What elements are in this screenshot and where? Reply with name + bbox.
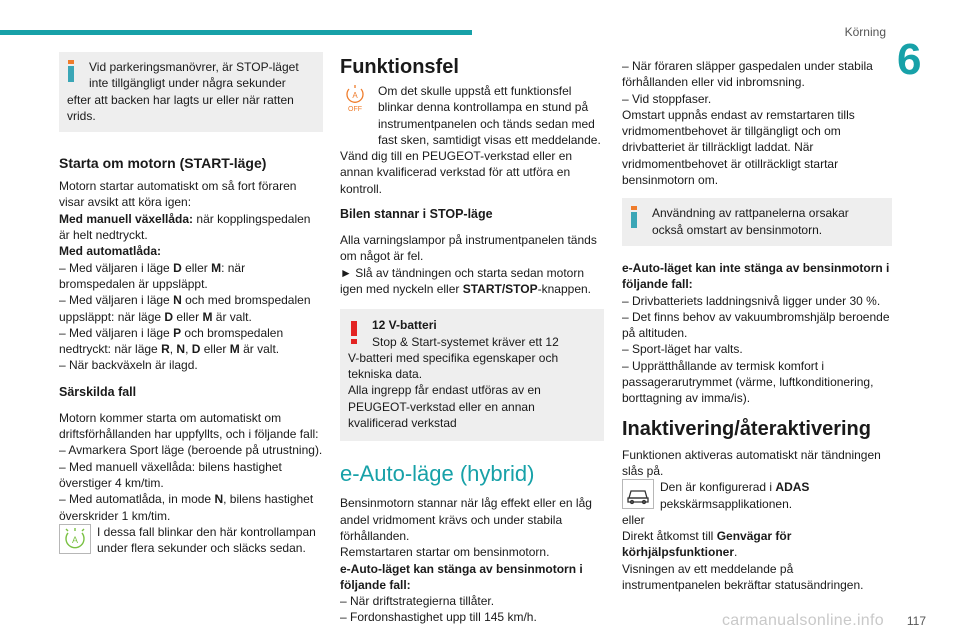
info-icon	[67, 60, 75, 82]
stop-start-off-lamp-icon	[340, 83, 372, 113]
stop-start-green-lamp-icon	[59, 524, 91, 554]
fault-heading: Funktionsfel	[340, 56, 459, 78]
engine-stop-text: Alla varningslampor på instrumentpanelen tänds om något är fel.	[340, 233, 597, 264]
info-icon	[630, 206, 638, 228]
special-item-1: – Avmarkera Sport läge (beroende på utrustning).	[59, 443, 323, 458]
chapter-number: 6	[897, 35, 922, 84]
engine-stop-action: ► Slå av tändningen och starta sedan motorn igen med nyckeln eller START/STOP-knappen.	[340, 265, 592, 296]
adas-line	[622, 479, 892, 512]
auto-item-1: – Med väljaren i läge D eller M: när bromspedalen är uppsläppt.	[59, 260, 246, 291]
info-note-rest: efter att backen har lagts ur eller när ratten vrids.	[67, 92, 294, 123]
lamp-text: I dessa fall blinkar den här kontrollampan under flera sekunder och släcks sedan.	[97, 524, 316, 556]
shortcut-text: Direkt åtkomst till Genvägar för körhjälpsfunktioner.	[622, 529, 792, 560]
svg-text:OFF: OFF	[348, 106, 362, 113]
engine-stop-heading: Bilen stannar i STOP-läge	[340, 207, 493, 222]
or-text: eller	[622, 512, 645, 527]
cannot-stop-heading: e-Auto-läget kan inte stänga av bensinmotorn i följande fall:	[622, 260, 890, 292]
battery-warning	[340, 309, 604, 441]
eauto-heading: e-Auto-läge (hybrid)	[340, 461, 535, 487]
warning-icon	[351, 321, 357, 343]
top-accent-bar	[0, 30, 472, 35]
column-2	[340, 52, 604, 626]
car-adas-icon	[622, 479, 654, 509]
cannot-item-1: – Drivbatteriets laddningsnivå ligger under 30 %.	[622, 293, 881, 308]
warning-rest2: Alla ingrepp får endast utföras av en PEUGEOT-verkstad eller en annan kvalificerad verkstad	[348, 383, 541, 431]
info-note-line1: Vid parkeringsmanövrer, är STOP-läget	[89, 60, 299, 74]
cannot-item-3: – Sport-läget har valts.	[622, 342, 743, 357]
reverse-item: – När backväxeln är ilagd.	[59, 358, 198, 373]
info-note-line2: inte tillgängligt under några sekunder	[89, 76, 286, 91]
warning-title: 12 V-batteri	[372, 318, 437, 333]
eauto-item-1: – När driftstrategierna tillåter.	[340, 594, 495, 609]
column-3	[622, 58, 892, 593]
start-intro: Motorn startar automatiskt om så fort föraren visar avsikt att köra igen:	[59, 179, 297, 210]
svg-text:A: A	[71, 534, 79, 545]
special-intro: Motorn kommer starta om automatiskt om driftsförhållanden har uppfyllts, och i följande fall:	[59, 410, 319, 442]
eauto-item-2: – Fordonshastighet upp till 145 km/h.	[340, 610, 537, 625]
adas-text: Den är konfigurerad i ADAS pekskärmsapplikationen.	[660, 480, 810, 511]
warning-line1: Stop & Start-systemet kräver ett 12	[372, 334, 559, 349]
confirm-text: Visningen av ett meddelande på instrumentpanelen bekräftar statusändringen.	[622, 561, 864, 593]
svg-text:A: A	[352, 91, 358, 100]
manual-gearbox-para: Med manuell växellåda: när kopplingspedalen är helt nedtryckt.	[59, 211, 311, 243]
watermark: carmanualsonline.info	[722, 612, 884, 629]
eauto-restart: Remstartaren startar om bensinmotorn.	[340, 545, 550, 560]
eauto-can-stop: e-Auto-läget kan stänga av bensinmotorn i följande fall:	[340, 561, 583, 592]
auto-gearbox-label: Med automatlåda:	[59, 244, 162, 259]
column-1	[59, 52, 323, 556]
cont-item-2: – Vid stoppfaser.	[622, 91, 712, 106]
auto-item-3: – Med väljaren i läge P och bromspedalen nedtryckt: när läge R, N, D eller M är valt.	[59, 325, 284, 357]
page-number: 117	[906, 614, 926, 628]
eauto-text: Bensinmotorn stannar när låg effekt eller en låg andel vridmoment krävs och under stabila förhållanden.	[340, 496, 592, 543]
restart-text: Omstart uppnås endast av remstartaren tills vridmomentbehovet är tillgängligt och om drivbatteriet är tillräckligt laddat. När vridmomentbehovet är otillräckligt startar bensinmotorn om.	[622, 107, 855, 188]
warning-rest: V-batteri med specifika egenskaper och tekniska data.	[348, 350, 559, 382]
special-heading: Särskilda fall	[59, 384, 137, 399]
info-note-2-line1: Användning av rattpanelerna orsakar	[652, 206, 849, 221]
deactivation-heading: Inaktivering/återaktivering	[622, 417, 871, 440]
fault-visit: Vänd dig till en PEUGEOT-verkstad eller en annan kvalificerad verkstad för att utföra en kontroll.	[340, 149, 573, 196]
info-note-2-line2: också omstart av bensinmotorn.	[652, 222, 823, 237]
fault-lamp-note	[340, 83, 604, 148]
cannot-item-4: – Upprätthållande av termisk komfort i passagerarutrymmet (värme, luftkonditionering, borttagning av imma/is).	[622, 358, 874, 406]
info-note-2	[622, 198, 892, 246]
special-item-2: – Med manuell växellåda: bilens hastighet överstiger 4 km/tim.	[59, 459, 282, 490]
deactivation-intro: Funktionen aktiveras automatiskt när tändningen slås på.	[622, 447, 881, 478]
cont-item-1: – När föraren släpper gaspedalen under stabila förhållanden eller vid inbromsning.	[622, 59, 873, 90]
fault-text: Om det skulle uppstå ett funktionsfel blinkar denna kontrollampa en stund på instrumentpanelen och tänds sedan med fast sken, samtidigt visas ett meddelande.	[378, 84, 601, 147]
section-label: Körning	[844, 25, 886, 39]
lamp-note	[59, 524, 323, 557]
info-note	[59, 52, 323, 132]
cannot-item-2: – Det finns behov av vakuumbromshjälp beroende på altituden.	[622, 309, 890, 341]
start-heading: Starta om motorn (START-läge)	[59, 155, 267, 172]
auto-item-2: – Med väljaren i läge N och med bromspedalen uppsläppt: när läge D eller M är valt.	[59, 293, 311, 324]
special-item-3: – Med automatlåda, in mode N, bilens hastighet överskrider 1 km/tim.	[59, 492, 314, 523]
